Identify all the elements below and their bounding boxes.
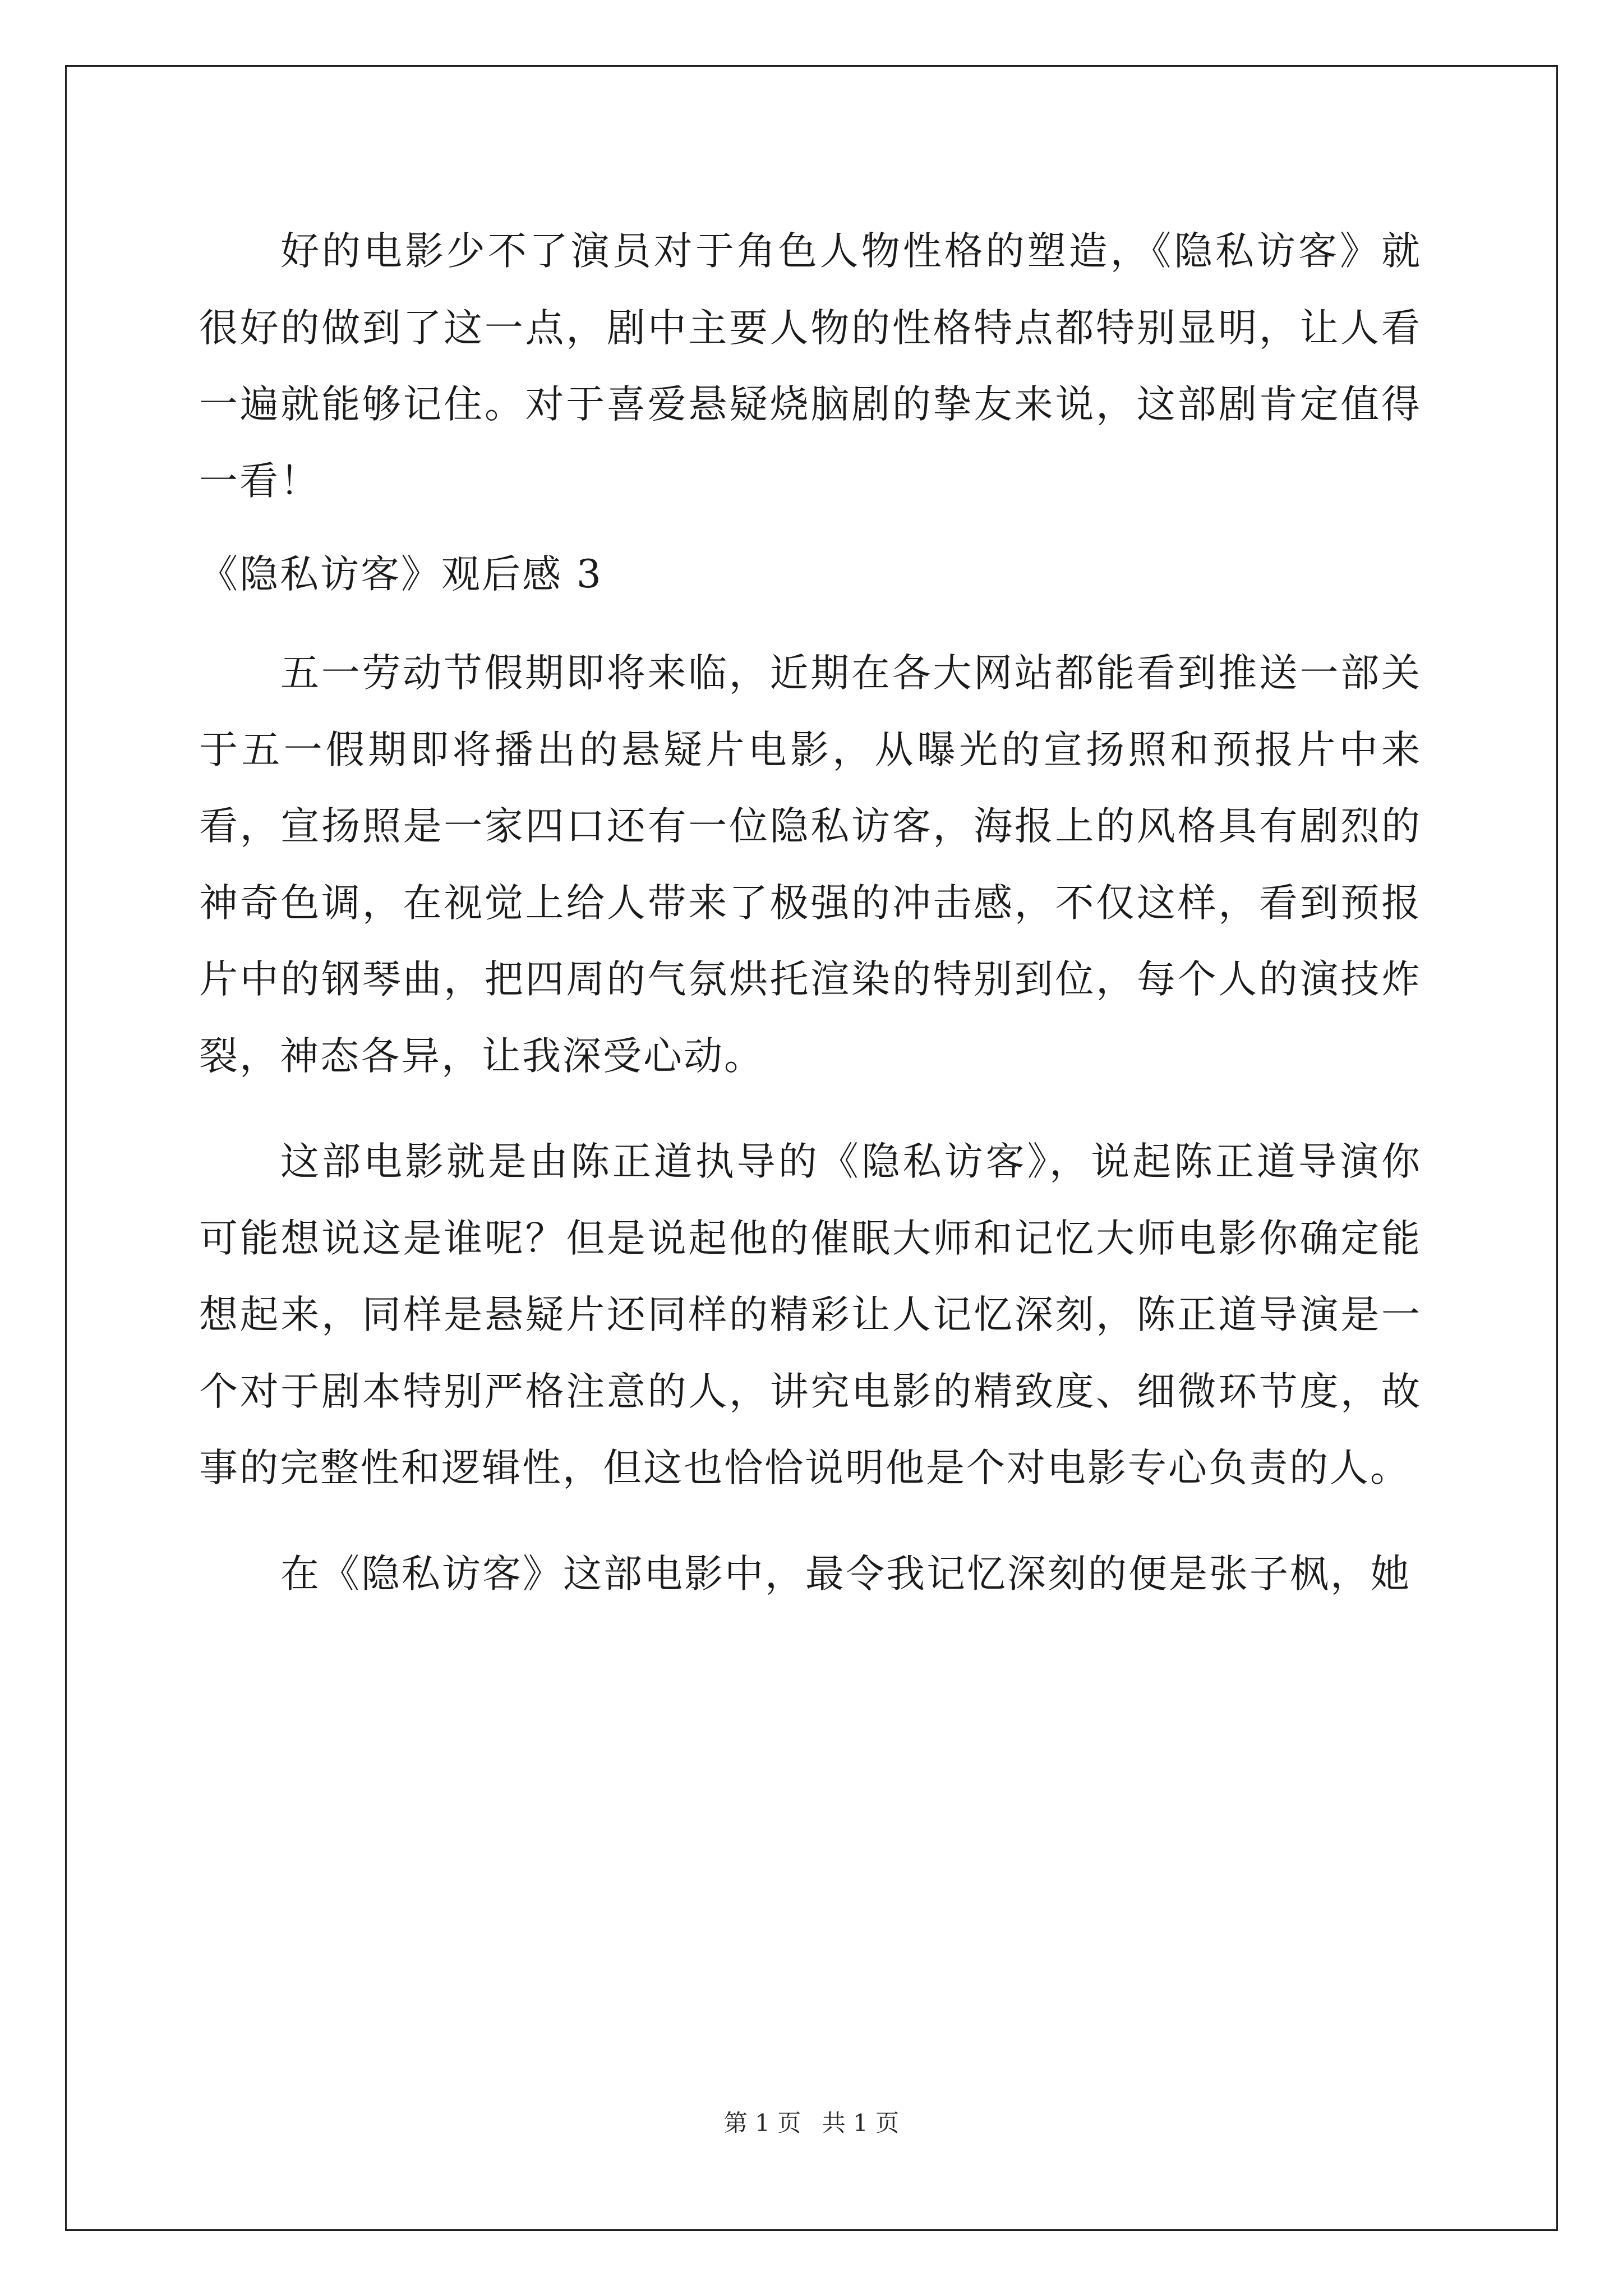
page-footer xyxy=(0,2109,1623,2137)
paragraph-1: 好的电影少不了演员对于角色人物性格的塑造，《隐私访客》就很好的做到了这一点，剧中主要人物的性格特点都特别显明，让人看一遍就能够记住。对于喜爱悬疑烧脑剧的挚友来说，这部剧肯定值得一看！ xyxy=(199,229,1422,504)
paragraph-2: 五一劳动节假期即将来临，近期在各大网站都能看到推送一部关于五一假期即将播出的悬疑片电影，从曝光的宣扬照和预报片中来看，宣扬照是一家四口还有一位隐私访客，海报上的风格具有剧烈的神奇色调，在视觉上给人带来了极强的冲击感，不仅这样，看到预报片中的钢琴曲，把四周的气氛烘托渲染的特别到位，每个人的演技炸裂，神态各异，让我深受心动。 xyxy=(199,651,1422,1079)
paragraph-4: 在《隐私访客》这部电影中，最令我记忆深刻的便是张子枫，她 xyxy=(280,1551,1411,1596)
page-number-total: 共 1 页 xyxy=(822,2109,900,2137)
paragraph-3: 这部电影就是由陈正道执导的《隐私访客》，说起陈正道导演你可能想说这是谁呢？但是说起他的催眠大师和记忆大师电影你确定能想起来，同样是悬疑片还同样的精彩让人记忆深刻，陈正道导演是一个对于剧本特别严格注意的人，讲究电影的精致度、细微环节度，故事的完整性和逻辑性，但这也恰恰说明他是个对电影专心负责的人。 xyxy=(199,1139,1422,1490)
document-body xyxy=(199,213,1422,1612)
section-heading: 《隐私访客》观后感 3 xyxy=(199,552,603,597)
page-number-current: 第 1 页 xyxy=(723,2109,801,2137)
